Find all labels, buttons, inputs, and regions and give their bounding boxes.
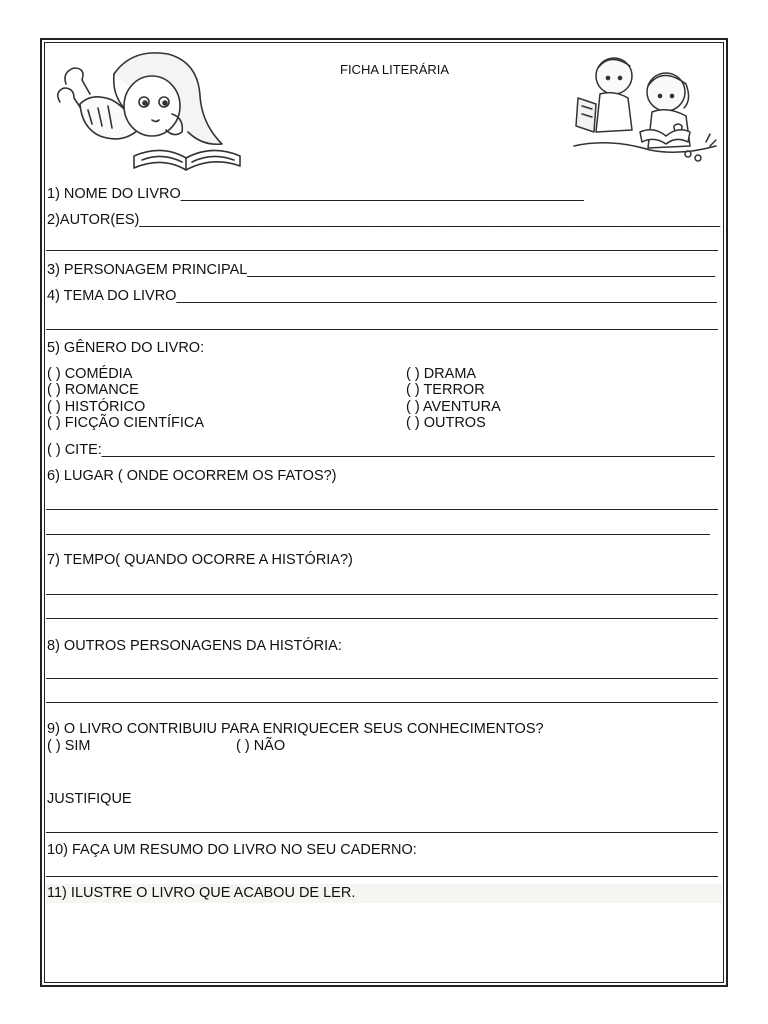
answer-line [46, 534, 710, 535]
question-main-character: 3) PERSONAGEM PRINCIPAL__________________________________________________________ [47, 262, 716, 278]
question-other-characters: 8) OUTROS PERSONAGENS DA HISTÓRIA: [47, 638, 342, 654]
question-illustrate: 11) ILUSTRE O LIVRO QUE ACABOU DE LER. [47, 885, 356, 901]
question-time: 7) TEMPO( QUANDO OCORRE A HISTÓRIA?) [47, 552, 353, 568]
answer-line [46, 509, 718, 510]
genre-option-historico[interactable]: ( ) HISTÓRICO [47, 399, 146, 415]
question-book-name: 1) NOME DO LIVRO__________________________________________________ [47, 186, 584, 202]
justify-label: JUSTIFIQUE [47, 791, 132, 807]
girl-reading-illustration [52, 44, 247, 179]
genre-cite-field[interactable]: ( ) CITE:____________________________________________________________________________ [47, 442, 715, 458]
question-book-theme: 4) TEMA DO LIVRO___________________________________________________________________ [47, 288, 717, 304]
genre-option-ficcao-cientifica[interactable]: ( ) FICÇÃO CIENTÍFICA [47, 415, 205, 431]
genre-option-drama[interactable]: ( ) DRAMA [406, 366, 477, 382]
answer-line [46, 702, 718, 703]
kids-reading-illustration [570, 46, 720, 168]
question-genre: 5) GÊNERO DO LIVRO: [47, 340, 205, 356]
genre-option-outros[interactable]: ( ) OUTROS [406, 415, 486, 431]
option-sim[interactable]: ( ) SIM [47, 738, 91, 754]
answer-line [46, 832, 718, 833]
question-place: 6) LUGAR ( ONDE OCORREM OS FATOS?) [47, 468, 337, 484]
page-title: FICHA LITERÁRIA [340, 62, 450, 77]
answer-line [46, 250, 718, 251]
answer-line [46, 329, 718, 330]
genre-option-comedia[interactable]: ( ) COMÉDIA [47, 366, 133, 382]
genre-option-terror[interactable]: ( ) TERROR [406, 382, 485, 398]
answer-line [46, 594, 718, 595]
genre-option-aventura[interactable]: ( ) AVENTURA [406, 399, 501, 415]
question-knowledge: 9) O LIVRO CONTRIBUIU PARA ENRIQUECER SEUS CONHECIMENTOS? [47, 721, 544, 737]
answer-line [46, 678, 718, 679]
question-summary: 10) FAÇA UM RESUMO DO LIVRO NO SEU CADERNO: [47, 842, 417, 858]
answer-line [46, 618, 718, 619]
genre-option-romance[interactable]: ( ) ROMANCE [47, 382, 139, 398]
question-authors: 2)AUTOR(ES)________________________________________________________________________ [47, 212, 721, 228]
answer-line [46, 876, 718, 877]
option-nao[interactable]: ( ) NÃO [236, 738, 286, 754]
